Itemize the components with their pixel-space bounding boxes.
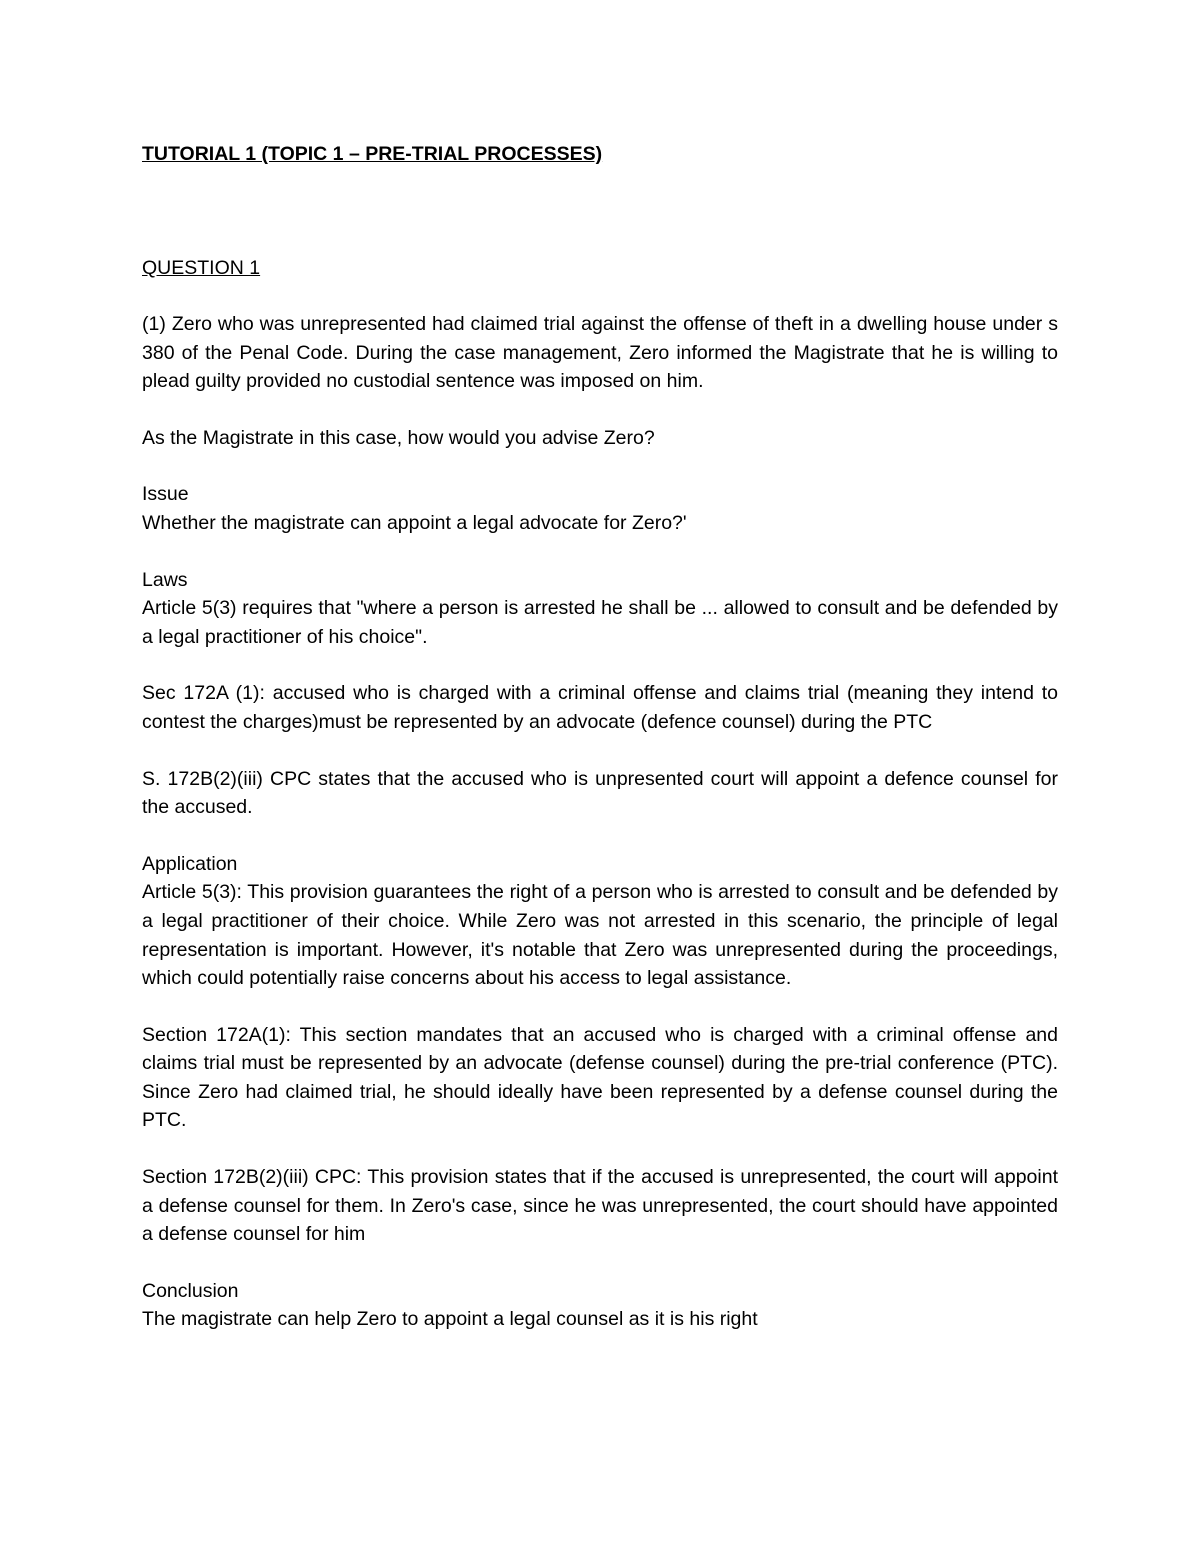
application-item-3: Section 172B(2)(iii) CPC: This provision states that if the accused is unrepresented, the court will appoint a defense counsel for them. In Zero's case, since he was unrepresented, the court should have appointed a defense counsel for him [142, 1166, 1058, 1246]
issue-heading: Issue [142, 483, 189, 506]
laws-item-1: Article 5(3) requires that "where a person is arrested he shall be ... allowed to consult and be defended by a legal practitioner of his choice". [142, 597, 1058, 648]
prompt-paragraph: As the Magistrate in this case, how would you advise Zero? [142, 426, 655, 449]
question-heading: QUESTION 1 [142, 257, 261, 279]
laws-heading: Laws [142, 568, 188, 591]
application-item-1: Article 5(3): This provision guarantees the right of a person who is arrested to consult and be defended by a legal practitioner of their choice. While Zero was not arrested in this scenario, the principle of legal representation is important. However, it's notable that Zero was unrepresented during the proceedings, which could potentially raise concerns about his access to legal assistance. [142, 881, 1058, 990]
laws-item-3: S. 172B(2)(iii) CPC states that the accused who is unpresented court will appoint a defence counsel for the accused. [142, 767, 1058, 819]
laws-item-2: Sec 172A (1): accused who is charged with a criminal offense and claims trial (meaning they intend to contest the charges)must be represented by an advocate (defence counsel) during the PTC [142, 682, 1058, 733]
application-item-2: Section 172A(1): This section mandates that an accused who is charged with a criminal offense and claims trial must be represented by an advocate (defense counsel) during the pre-trial conference (PTC). Since Zero had claimed trial, he should ideally have been represented by a defense counsel during the PTC. [142, 1023, 1058, 1132]
document-title: TUTORIAL 1 (TOPIC 1 – PRE-TRIAL PROCESSES) [142, 143, 603, 165]
issue-text: Whether the magistrate can appoint a legal advocate for Zero?' [142, 511, 687, 534]
application-heading: Application [142, 852, 238, 875]
conclusion-heading: Conclusion [142, 1279, 239, 1302]
conclusion-text: The magistrate can help Zero to appoint a legal counsel as it is his right [142, 1308, 758, 1331]
facts-paragraph: (1) Zero who was unrepresented had claimed trial against the offense of theft in a dwelling house under s 380 of the Penal Code. During the case management, Zero informed the Magistrate that he is willing to plead guilty provided no custodial sentence was imposed on him. [142, 313, 1058, 393]
